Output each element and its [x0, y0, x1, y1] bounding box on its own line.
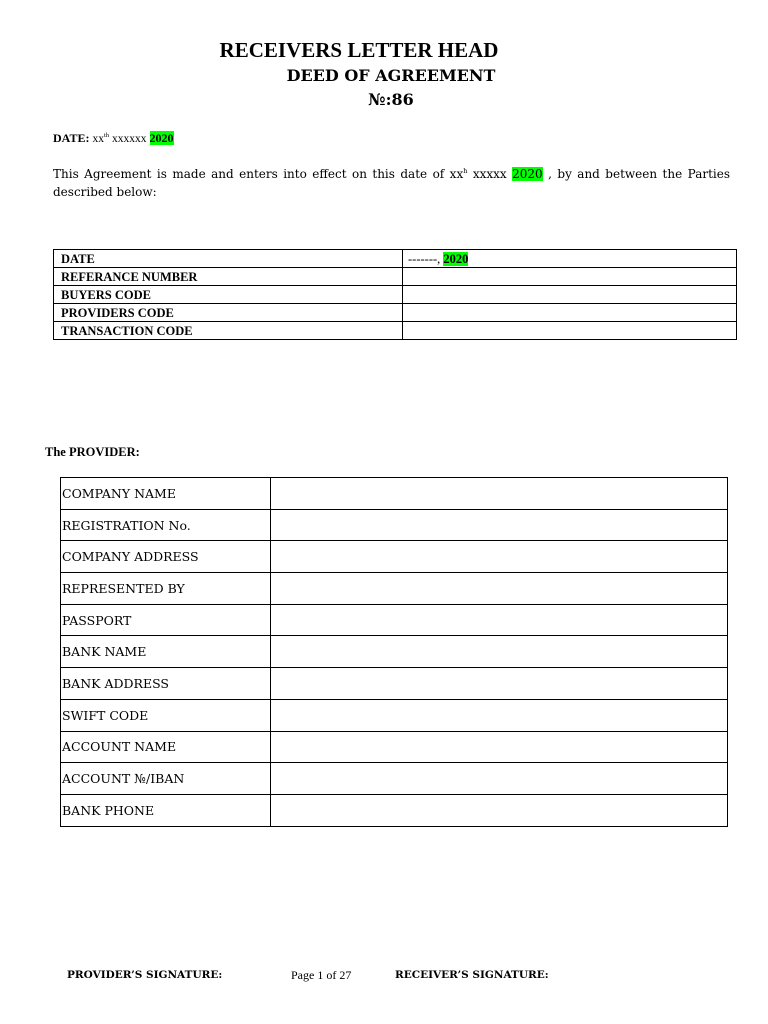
row-label: COMPANY ADDRESS — [61, 541, 271, 573]
date-value-year: 2020 — [443, 251, 469, 266]
provider-signature-label: PROVIDER’S SIGNATURE: — [67, 969, 223, 981]
table-row — [61, 636, 728, 668]
date-label: DATE: — [53, 131, 90, 145]
registration-number-value-cell[interactable] — [271, 509, 728, 541]
transaction-code-value-cell[interactable] — [403, 322, 737, 340]
row-label: BUYERS CODE — [54, 286, 403, 304]
table-row — [61, 509, 728, 541]
row-label: BANK PHONE — [61, 794, 271, 826]
row-label: REFERANCE NUMBER — [54, 268, 403, 286]
passport-value-cell[interactable] — [271, 604, 728, 636]
reference-table — [53, 249, 737, 340]
company-name-value-cell[interactable] — [271, 478, 728, 510]
row-label: REGISTRATION No. — [61, 509, 271, 541]
table-row — [54, 304, 737, 322]
deed-title: DEED OF AGREEMENT — [286, 66, 496, 85]
table-row — [61, 668, 728, 700]
intro-year-highlight: 2020 — [512, 167, 543, 181]
row-label: PASSPORT — [61, 604, 271, 636]
date-month: xxxxxx — [112, 133, 147, 145]
account-name-value-cell[interactable] — [271, 731, 728, 763]
providers-code-value-cell[interactable] — [403, 304, 737, 322]
table-row — [61, 794, 728, 826]
intro-paragraph: This Agreement is made and enters into effect on this date of $xx^h$ xxxxx 2020 , by and between the Parties described below: — [53, 167, 731, 199]
buyers-code-value-cell[interactable] — [403, 286, 737, 304]
row-label: SWIFT CODE — [61, 699, 271, 731]
date-day: $xx^{th}$ — [92, 132, 110, 145]
date-year-highlight: 2020 — [149, 131, 174, 145]
table-row — [54, 268, 737, 286]
page-indicator: Page 1 of 27 — [291, 968, 352, 982]
provider-heading: The PROVIDER: — [45, 445, 140, 459]
row-label: ACCOUNT №/IBAN — [61, 763, 271, 795]
table-row — [61, 699, 728, 731]
letter-head-title: RECEIVERS LETTER HEAD — [219, 38, 499, 62]
table-row — [61, 604, 728, 636]
reference-number-value-cell[interactable] — [403, 268, 737, 286]
swift-code-value-cell[interactable] — [271, 699, 728, 731]
table-row — [61, 731, 728, 763]
table-row — [61, 573, 728, 605]
table-row — [54, 250, 737, 268]
row-label: BANK NAME — [61, 636, 271, 668]
bank-phone-value-cell[interactable] — [271, 794, 728, 826]
deed-number: №:86 — [368, 90, 414, 109]
provider-table — [60, 477, 728, 827]
row-label: PROVIDERS CODE — [54, 304, 403, 322]
table-row — [54, 286, 737, 304]
row-label: BANK ADDRESS — [61, 668, 271, 700]
row-label: TRANSACTION CODE — [54, 322, 403, 340]
date-value-cell[interactable]: -------, 2020 — [403, 250, 737, 268]
bank-name-value-cell[interactable] — [271, 636, 728, 668]
bank-address-value-cell[interactable] — [271, 668, 728, 700]
represented-by-value-cell[interactable] — [271, 573, 728, 605]
date-line — [53, 131, 174, 146]
row-label: COMPANY NAME — [61, 478, 271, 510]
row-label: REPRESENTED BY — [61, 573, 271, 605]
table-row — [61, 478, 728, 510]
row-label: DATE — [54, 250, 403, 268]
receiver-signature-label: RECEIVER’S SIGNATURE: — [395, 969, 549, 981]
row-label: ACCOUNT NAME — [61, 731, 271, 763]
company-address-value-cell[interactable] — [271, 541, 728, 573]
table-row — [61, 541, 728, 573]
table-row — [54, 322, 737, 340]
table-row — [61, 763, 728, 795]
account-iban-value-cell[interactable] — [271, 763, 728, 795]
